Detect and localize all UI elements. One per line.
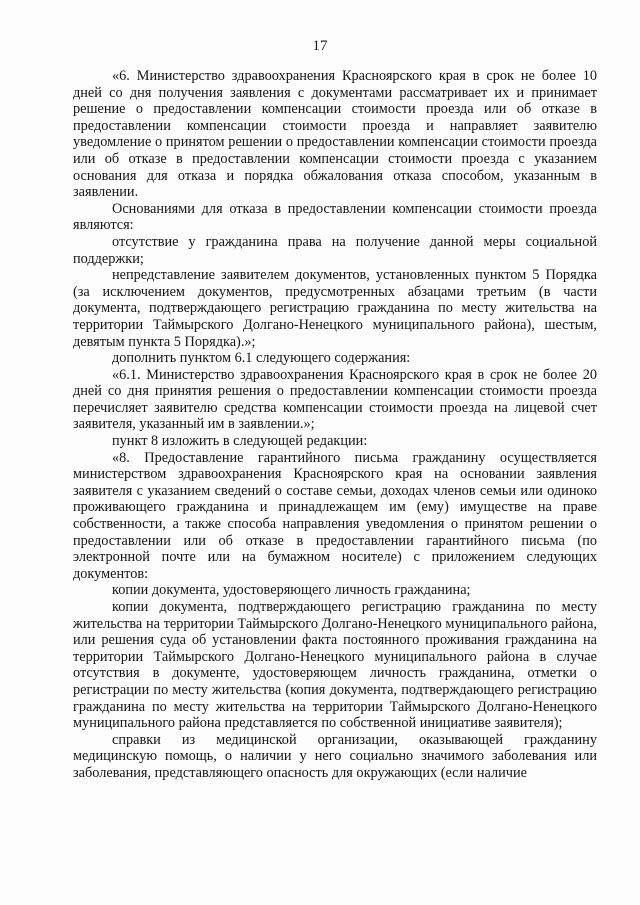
- paragraph-item-6: «6. Министерство здравоохранения Красноярского края в срок не более 10 дней со дня получения заявления с документами рассматривает их и принимает решение о предоставлении компенсации стоимости проезда или об отказе в предоставлении компенсации стоимости проезда и направляет заявителю уведомление о принятом решении о предоставлении компенсации стоимости проезда или об отказе в предоставлении компенсации стоимости проезда с указанием основания для отказа и порядка обжалования отказа способом, указанным в заявлении.: [73, 68, 597, 201]
- paragraph-add-item-6-1: дополнить пунктом 6.1 следующего содержания:: [112, 350, 411, 367]
- paragraph-ground-no-right: отсутствие у гражданина права на получение данной меры социальной поддержки;: [73, 233, 597, 267]
- paragraph-doc-medical-certificate: справки из медицинской организации, оказывающей гражданину медицинскую помощь, о наличии у него социально значимого заболевания или заболевания, представляющего опасность для окружающих (если наличие: [73, 731, 597, 781]
- paragraph-item-6-1: «6.1. Министерство здравоохранения Красноярского края в срок не более 20 дней со дня принятия решения о предоставлении компенсации стоимости проезда перечисляет заявителю средства компенсации стоимости проезда на лицевой счет заявителя, указанный им в заявлении.»;: [73, 366, 597, 433]
- page-number: 17: [312, 38, 328, 54]
- paragraph-item-8: «8. Предоставление гарантийного письма гражданину осуществляется министерством здравоохранения Красноярского края на основании заявления заявителя с указанием сведений о составе семьи, доходах членов семьи или одиноко проживающего гражданина и принадлежащем им (ему) имуществе на праве собственности, а также способа направления уведомления о принятом решении о предоставлении или об отказе в предоставлении гарантийного письма (по электронной почте или на бумажном носителе) с приложением следующих документов:: [73, 449, 597, 582]
- paragraph-doc-registration-copy: копии документа, подтверждающего регистрацию гражданина по месту жительства на территории Таймырского Долгано-Ненецкого муниципального района, или решения суда об установлении факта постоянного проживания гражданина на территории Таймырского Долгано-Ненецкого муниципального района в случае отсутствия в документе, удостоверяющем личность гражданина, отметки о регистрации по месту жительства (копия документа, подтверждающего регистрацию гражданина по месту жительства на территории Таймырского Долгано-Ненецкого муниципального района представляется по собственной инициативе заявителя);: [73, 599, 597, 732]
- paragraph-doc-identity-copy: копии документа, удостоверяющего личность гражданина;: [112, 582, 471, 599]
- paragraph-refusal-grounds: Основаниями для отказа в предоставлении компенсации стоимости проезда являются:: [73, 200, 597, 234]
- document-body: [73, 68, 597, 782]
- paragraph-ground-missing-documents: непредставление заявителем документов, установленных пунктом 5 Порядка (за исключением документов, предусмотренных абзацами третьим (в части документа, подтверждающего регистрацию гражданина по месту жительства на территории Таймырского Долгано-Ненецкого муниципального района), шестым, девятым пункта 5 Порядка).»;: [73, 267, 597, 350]
- paragraph-amend-item-8: пункт 8 изложить в следующей редакции:: [112, 433, 368, 450]
